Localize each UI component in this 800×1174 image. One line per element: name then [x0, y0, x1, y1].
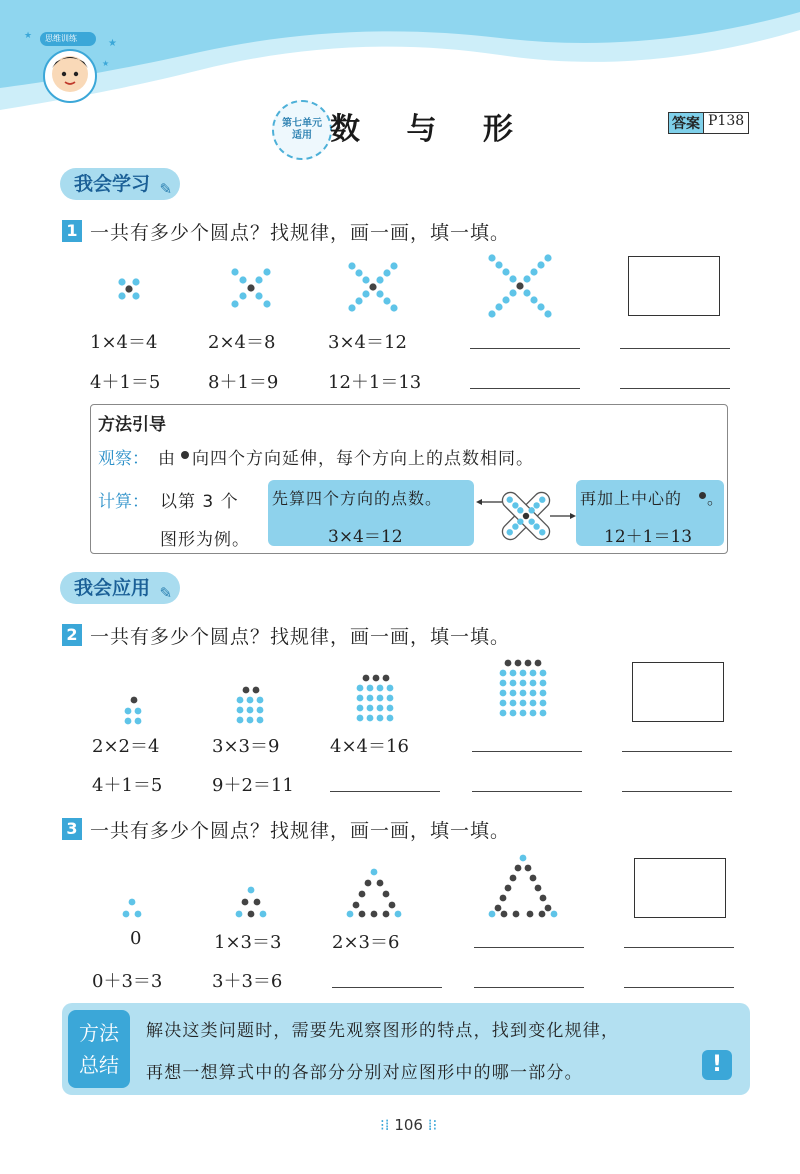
- exclamation-icon: !: [702, 1050, 732, 1080]
- tip-left-title: 先算四个方向的点数。: [272, 489, 443, 508]
- q1-blank-1-5[interactable]: [620, 348, 730, 349]
- q2-blank-1-5[interactable]: [622, 751, 732, 752]
- q3-eq-2-2: 3＋3＝6: [212, 971, 283, 992]
- square-figure-4: [500, 660, 547, 717]
- q1-eq-2-2: 8＋1＝9: [208, 372, 279, 393]
- observe-post: 向四个方向延伸，每个方向上的点数相同。: [192, 449, 534, 469]
- answer-page: P138: [703, 113, 748, 133]
- answer-reference: [668, 112, 749, 134]
- unit-badge: [272, 100, 332, 160]
- q3-draw-box[interactable]: [634, 858, 726, 918]
- center-dot-icon: [181, 451, 189, 459]
- summary-tag-line2: 总结: [79, 1053, 119, 1077]
- center-dot-icon: [699, 492, 706, 499]
- question-number-1: 1: [62, 220, 82, 242]
- page-number: [380, 1116, 437, 1134]
- dots-left-icon: ⁝⁞: [380, 1116, 395, 1134]
- summary-tag: [68, 1010, 130, 1088]
- q2-eq-1-2: 3×3＝9: [212, 736, 280, 757]
- question-text-2: 一共有多少个圆点？找规律，画一画，填一填。: [90, 626, 511, 648]
- svg-text:★: ★: [102, 59, 110, 68]
- q1-blank-2-5[interactable]: [620, 388, 730, 389]
- method-guide-title: 方法引导: [98, 415, 166, 435]
- square-figure-3: [357, 675, 394, 722]
- unit-badge-line2: 适用: [292, 130, 312, 141]
- triangle-figure-1: [123, 899, 142, 918]
- dots-right-icon: ⁞⁝: [422, 1116, 438, 1134]
- q2-blank-2-3[interactable]: [330, 791, 440, 792]
- q1-eq-1-3: 3×4＝12: [328, 332, 407, 353]
- calc-text-2: 图形为例。: [160, 530, 250, 550]
- cross-figure-3: [348, 262, 397, 311]
- q1-eq-2-3: 12＋1＝13: [328, 372, 422, 393]
- q2-draw-box[interactable]: [632, 662, 724, 722]
- unit-badge-line1: 第七单元: [282, 118, 322, 129]
- section-apply: [60, 572, 180, 604]
- triangle-figure-4: [489, 855, 558, 918]
- q1-blank-1-4[interactable]: [470, 348, 580, 349]
- square-figure-2: [237, 687, 264, 724]
- summary-line-2: 再想一想算式中的各部分分别对应图形中的哪一部分。: [146, 1063, 583, 1083]
- q2-square-figures: [110, 654, 560, 730]
- page-number-value: 106: [394, 1116, 423, 1134]
- section-learn: [60, 168, 180, 200]
- question-text-3: 一共有多少个圆点？找规律，画一画，填一填。: [90, 820, 511, 842]
- question-number-2: 2: [62, 624, 82, 646]
- answer-label: 答案: [669, 113, 703, 133]
- summary-tag-line1: 方法: [79, 1021, 119, 1045]
- q2-blank-2-5[interactable]: [622, 791, 732, 792]
- tip-left-eq: 3×4＝12: [328, 527, 403, 547]
- q3-eq-2-1: 0＋3＝3: [92, 971, 163, 992]
- q3-eq-1-3: 2×3＝6: [332, 932, 400, 953]
- calc-text-1: 以第 3 个: [160, 492, 239, 512]
- q1-cross-figures: [100, 248, 620, 328]
- tip-right-eq: 12＋1＝13: [604, 527, 693, 547]
- cross-figure-1: [118, 278, 139, 299]
- page-title: 数 与 形: [330, 112, 531, 147]
- svg-text:★: ★: [108, 38, 117, 49]
- q2-eq-1-3: 4×4＝16: [330, 736, 409, 757]
- q2-blank-2-4[interactable]: [472, 791, 582, 792]
- question-number-3: 3: [62, 818, 82, 840]
- q3-blank-1-5[interactable]: [624, 947, 734, 948]
- q1-eq-2-1: 4＋1＝5: [90, 372, 161, 393]
- q1-draw-box[interactable]: [628, 256, 720, 316]
- question-text-1: 一共有多少个圆点？找规律，画一画，填一填。: [90, 222, 511, 244]
- pencil-icon: ✎: [159, 180, 173, 198]
- svg-text:★: ★: [24, 31, 33, 41]
- mascot-label: 思维训练: [45, 34, 77, 43]
- triangle-figure-2: [236, 887, 267, 918]
- q3-triangle-figures: [110, 850, 560, 922]
- summary-line-1: 解决这类问题时，需要先观察图形的特点，找到变化规律，: [146, 1021, 620, 1041]
- cross-figure-2: [231, 268, 270, 307]
- q2-blank-1-4[interactable]: [472, 751, 582, 752]
- triangle-figure-3: [347, 869, 402, 918]
- q1-eq-1-1: 1×4＝4: [90, 332, 158, 353]
- q3-blank-1-4[interactable]: [474, 947, 584, 948]
- observe-label: 观察：: [98, 449, 149, 469]
- square-figure-1: [125, 697, 142, 725]
- tip-right-title: 再加上中心的: [580, 489, 683, 508]
- q2-eq-2-2: 9＋2＝11: [212, 775, 294, 796]
- q1-blank-2-4[interactable]: [470, 388, 580, 389]
- q3-eq-1-2: 1×3＝3: [214, 932, 282, 953]
- observe-pre: 由: [158, 449, 176, 469]
- section-learn-label: 我会学习: [74, 173, 151, 195]
- q3-blank-2-4[interactable]: [474, 987, 584, 988]
- q3-blank-2-5[interactable]: [624, 987, 734, 988]
- pencil-icon: ✎: [159, 584, 173, 602]
- calc-label: 计算：: [98, 492, 149, 512]
- section-apply-label: 我会应用: [74, 577, 151, 599]
- q1-eq-1-2: 2×4＝8: [208, 332, 276, 353]
- q3-eq-1-1: 0: [130, 928, 142, 949]
- q2-eq-1-1: 2×2＝4: [92, 736, 160, 757]
- cross-figure-4: [488, 254, 551, 317]
- q2-eq-2-1: 4＋1＝5: [92, 775, 163, 796]
- q3-blank-2-3[interactable]: [332, 987, 442, 988]
- example-cross-figure: [474, 484, 578, 548]
